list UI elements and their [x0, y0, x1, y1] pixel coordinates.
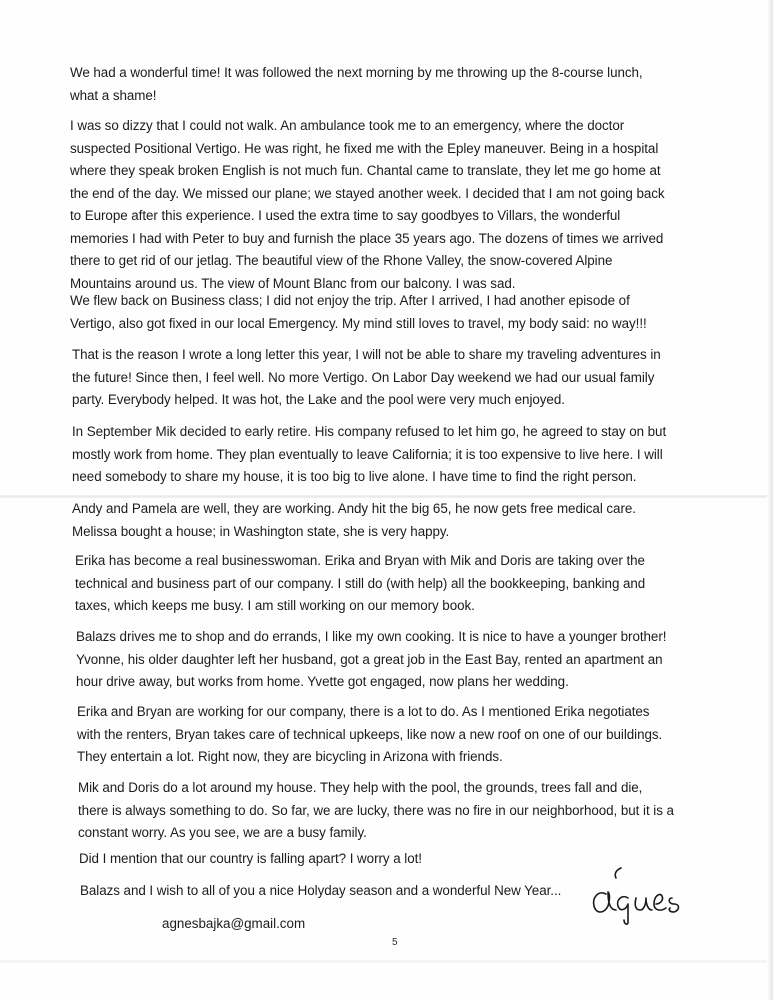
- letter-paragraph: Erika and Bryan are working for our company, there is a lot to do. As I mentioned Erika negotiates with the renters, Bryan takes care of technical upkeeps, like now a new roof on one of our buildings. They entertain a lot. Right now, they are bicycling in Arizona with friends.: [77, 704, 663, 764]
- letter-paragraph: We flew back on Business class; I did not enjoy the trip. After I arrived, I had another episode of Vertigo, also got fixed in our local Emergency. My mind still loves to travel, my body said: no way!!!: [70, 293, 647, 331]
- letter-paragraph: I was so dizzy that I could not walk. An ambulance took me to an emergency, where the doctor suspected Positional Vertigo. He was right, he fixed me with the Epley maneuver. Being in a hospital where they speak broken English is not much fun. Chantal came to translate, they let me go home at the end of the day. We missed our plane; we stayed another week. I decided that I am not going back to Europe after this experience. I used the extra time to say goodbyes to Villars, the wonderful memories I had with Peter to buy and furnish the place 35 years ago. The dozens of times we arrived there to get rid of our jetlag. The beautiful view of the Rhone Valley, the snow-covered Alpine Mountains around us. The view of Mount Blanc from our balcony. I was sad.: [70, 118, 665, 291]
- letter-paragraph: Andy and Pamela are well, they are working. Andy hit the big 65, he now gets free medical care. Melissa bought a house; in Washington state, she is very happy.: [72, 501, 636, 539]
- page-number: 5: [392, 937, 398, 948]
- letter-paragraph: Mik and Doris do a lot around my house. They help with the pool, the grounds, trees fall and die, there is always something to do. So far, we are lucky, there was no fire in our neighborhood, but it is a constant worry. As you see, we are a busy family.: [78, 780, 674, 840]
- letter-paragraph: Balazs drives me to shop and do errands, I like my own cooking. It is nice to have a younger brother! Yvonne, his older daughter left her husband, got a great job in the East Bay, rented an apartment an hour drive away, but works from home. Yvette got engaged, now plans her wedding.: [76, 629, 667, 689]
- letter-paragraph: That is the reason I wrote a long letter this year, I will not be able to share my traveling adventures in the future! Since then, I feel well. No more Vertigo. On Labor Day weekend we had our usual family party. Everybody helped. It was hot, the Lake and the pool were very much enjoyed.: [72, 347, 661, 407]
- letter-paragraph: In September Mik decided to early retire. His company refused to let him go, he agreed to stay on but mostly work from home. They plan eventually to leave California; it is too expensive to live here. I will need somebody to share my house, it is too big to live alone. I have time to find the right person.: [72, 424, 667, 484]
- letter-paragraph: Erika has become a real businesswoman. Erika and Bryan with Mik and Doris are taking over the technical and business part of our company. I still do (with help) all the bookkeeping, banking and taxes, which keeps me busy. I am still working on our memory book.: [75, 553, 646, 613]
- handwritten-signature: [588, 864, 698, 926]
- paper-fold-line: [0, 960, 773, 963]
- letter-paragraph: We had a wonderful time! It was followed the next morning by me throwing up the 8-course lunch, what a shame!: [70, 65, 643, 103]
- letter-paragraph: Did I mention that our country is falling apart? I worry a lot!: [79, 851, 422, 866]
- email-address: agnesbajka@gmail.com: [162, 916, 306, 931]
- page-edge-shadow: [767, 0, 773, 1000]
- closing-greeting: Balazs and I wish to all of you a nice Holyday season and a wonderful New Year...: [80, 883, 562, 898]
